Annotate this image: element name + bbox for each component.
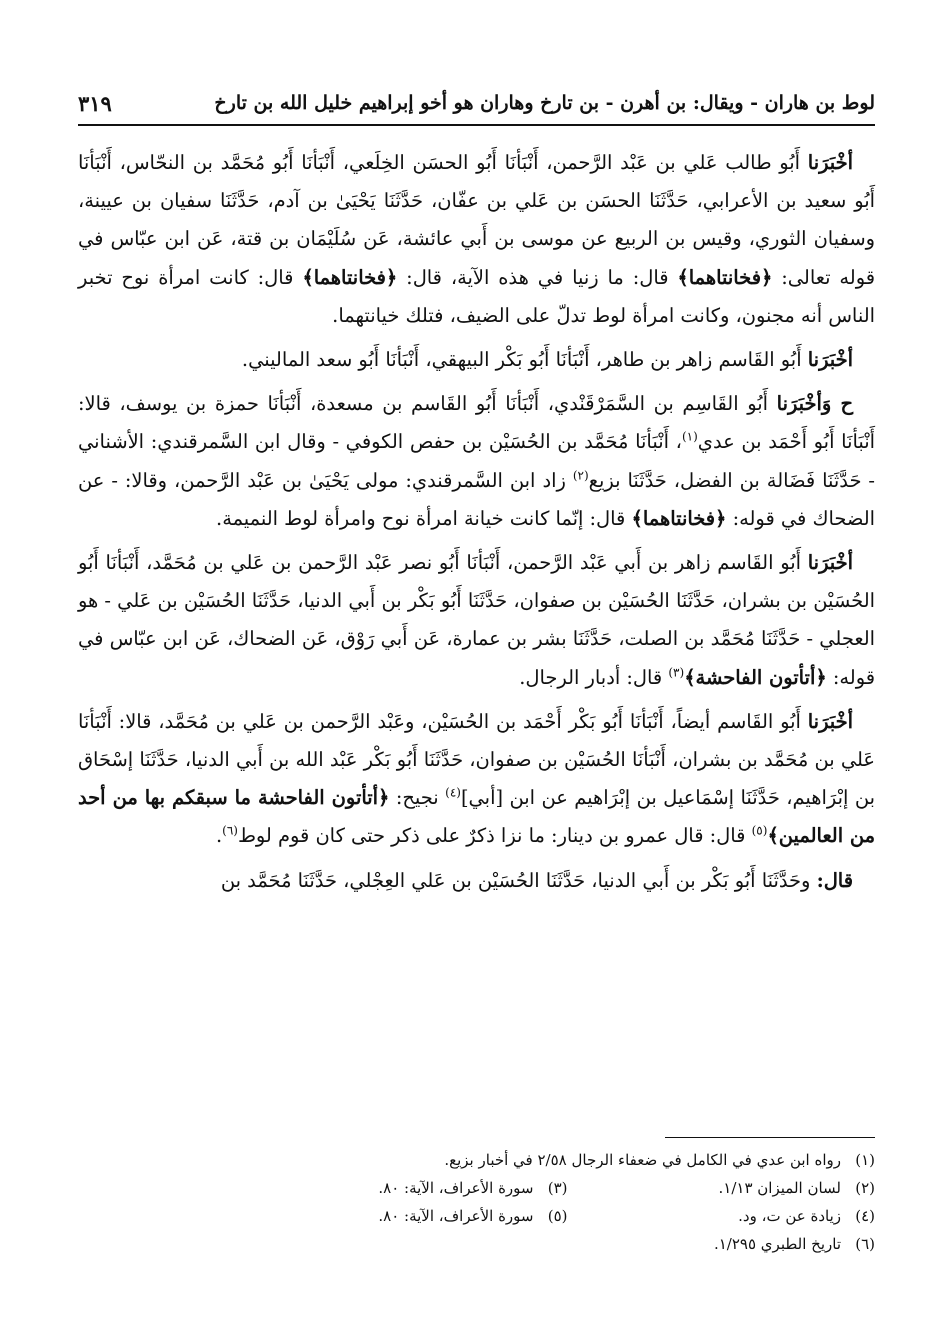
isnad-lead: أخْبَرَنا (807, 709, 853, 733)
footnote-4: (٤)زيادة عن ت، ود. (738, 1207, 875, 1225)
quran-quote: ﴿فخانتاهما﴾ (302, 265, 398, 289)
quran-quote: ﴿أتأتون الفاحشة ما سبقكم بها من أحد من العالمين﴾ (78, 786, 875, 848)
footnote-3: (٣)سورة الأعراف، الآية: ٨٠. (378, 1179, 568, 1197)
footnote-6: (٦)تاريخ الطبري ١/٢٩٥. (713, 1235, 875, 1253)
paragraph-text: قال: ما زنيا في هذه الآية، قال: (397, 265, 678, 289)
main-text (78, 144, 875, 906)
footnote-ref: (٢) (572, 468, 589, 483)
isnad-lead: ح وَأخْبَرَنا (776, 392, 853, 416)
paragraph (78, 385, 875, 538)
paragraph (78, 703, 875, 856)
running-header (78, 82, 875, 126)
footnote-ref: (٥) (751, 823, 768, 838)
footnote-ref: (٦) (222, 823, 238, 838)
isnad-lead: قال: (816, 868, 853, 892)
paragraph (78, 862, 875, 900)
paragraph (78, 144, 875, 335)
isnad-lead: أخْبَرَنا (807, 348, 853, 372)
paragraph-text: قال: قال عمرو بن دينار: ما نزا ذكرٌ على ذكر حتى كان قوم لوط (237, 824, 752, 848)
quran-quote: ﴿فخانتاهما﴾ (631, 506, 727, 530)
isnad-lead: أخْبَرَنا (807, 551, 853, 575)
footnote-5: (٥)سورة الأعراف، الآية: ٨٠. (378, 1207, 568, 1225)
paragraph-text: أَبُو القَاسم أيضاً، أَنْبَأنَا أَبُو بَكْر أَحْمَد بن الحُسَيْن، وعَبْد الرَّحمن بن عَلي بن مُحَمَّد، قالا: أَنْبَأنَا عَلي بن مُحَمَّد بن بشران، أَنْبَأنَا الحُسَيْن بن صفوان، حَدَّثَنَا أَبُو بَكْر عَبْد الله بن أَبي الدنيا، حَدَّثَنَا إسْحَاق بن إبْرَاهيم، حَدَّثَنَا إسْمَاعيل بن إبْرَاهيم عن ابن [أبي] (78, 709, 875, 810)
footnote-ref: (١) (681, 429, 698, 444)
quran-quote: ﴿أتأتون الفاحشة﴾ (684, 665, 827, 689)
paragraph-text: أَبُو القَاسم زاهر بن طاهر، أَنْبَأنَا أَبُو بَكْر البيهقي، أَنْبَأنَا أَبُو سعد الماليني. (241, 348, 802, 372)
header-title: لوط بن هاران - ويقال: بن أهرن - بن تارخ وهاران هو أخو إبراهيم خليل الله بن تارخ (214, 92, 875, 114)
footnotes (260, 1146, 875, 1258)
paragraph-text: . (215, 824, 223, 848)
paragraph-text: وحَدَّثَنَا أَبُو بَكْر بن أَبي الدنيا، حَدَّثَنَا الحُسَيْن بن عَلي العِجْلي، حَدَّثَنَا مُحَمَّد بن (220, 868, 811, 892)
page-number: ٣١٩ (78, 90, 112, 116)
footnote-1: (١)رواه ابن عدي في الكامل في ضعفاء الرجال ٢/٥٨ في أخبار بزيع. (444, 1151, 875, 1169)
isnad-lead: أخْبَرَنا (807, 151, 854, 174)
paragraph-text: أَبُو طالب عَلي بن عَبْد الرَّحمن، أَنْبَأنَا أَبُو الحسَن الخِلَعي، أَنْبَأنَا أَبُو مُحَمَّد بن النحّاس، أَنْبَأنَا أَبُو سعيد بن الأعرابي، حَدَّثَنَا الحسَن بن عَلي بن عفّان، حَدَّثَنَا يَحْيَىٰ بن آدم، حَدَّثَنَا سفيان بن عيينة، وسفيان الثوري، وقيس بن الربيع عن موسى بن أَبي عائشة، عَن سُلَيْمَان بن قتة، عَن ابن عبّاس في قوله تعالى: (78, 151, 875, 289)
paragraph-text: قال: إنّما كانت خيانة امرأة نوح وامرأة لوط النميمة. (216, 506, 632, 530)
paragraph-text: أَبُو القَاسِم بن السَّمَرْقَنْدي، أَنْبَأنَا أَبُو القَاسم بن مسعدة، أَنْبَأنَا حمزة بن يوسف، قالا: أَنْبَأنَا أَبُو أَحْمَد بن عدي (78, 392, 876, 454)
paragraph-text: نجيح: (389, 786, 446, 810)
paragraph-text: ، أَنْبَأنَا مُحَمَّد بن الحُسَيْن بن حفص الكوفي - وقال ابن السَّمرقندي: الأشناني - حَدَّثَنَا فَضَالة بن الفضل، حَدَّثَنَا بزيع (78, 430, 875, 492)
footnote-ref: (٤) (445, 785, 461, 800)
paragraph-text: زاد ابن السَّمرقندي: مولى يَحْيَىٰ بن عَبْد الرَّحمن، وقالا: - عن الضحاك في قوله: (78, 468, 875, 530)
paragraph-text: قال: أدبار الرجال. (519, 665, 669, 689)
footnote-2: (٢)لسان الميزان ١/١٣. (718, 1179, 875, 1197)
footnote-divider (665, 1137, 875, 1138)
paragraph (78, 341, 875, 379)
paragraph-text: قال: كانت امرأة نوح تخبر الناس أنه مجنون، وكانت امرأة لوط تدلّ على الضيف، فتلك خيانتهما. (78, 265, 875, 327)
paragraph (78, 544, 875, 697)
footnote-ref: (٣) (668, 665, 685, 680)
quran-quote: ﴿فخانتاهما﴾ (677, 265, 773, 289)
paragraph-text: أَبُو القَاسم زاهر بن أَبي عَبْد الرَّحمن، أَنْبَأنَا أَبُو نصر عَبْد الرَّحمن بن عَلي بن مُحَمَّد، أَنْبَأنَا أَبُو الحُسَيْن بن بشران، حَدَّثَنَا الحُسَيْن بن صفوان، حَدَّثَنَا أَبُو بَكْر بن أَبي الدنيا، حَدَّثَنَا الحُسَيْن بن عَلي - هو العجلي - حَدَّثَنَا مُحَمَّد بن الصلت، حَدَّثَنَا بشر بن عمارة، عَن أَبي رَوْق، عَن الضحاك، عَن ابن عبّاس في قوله: (78, 551, 875, 689)
